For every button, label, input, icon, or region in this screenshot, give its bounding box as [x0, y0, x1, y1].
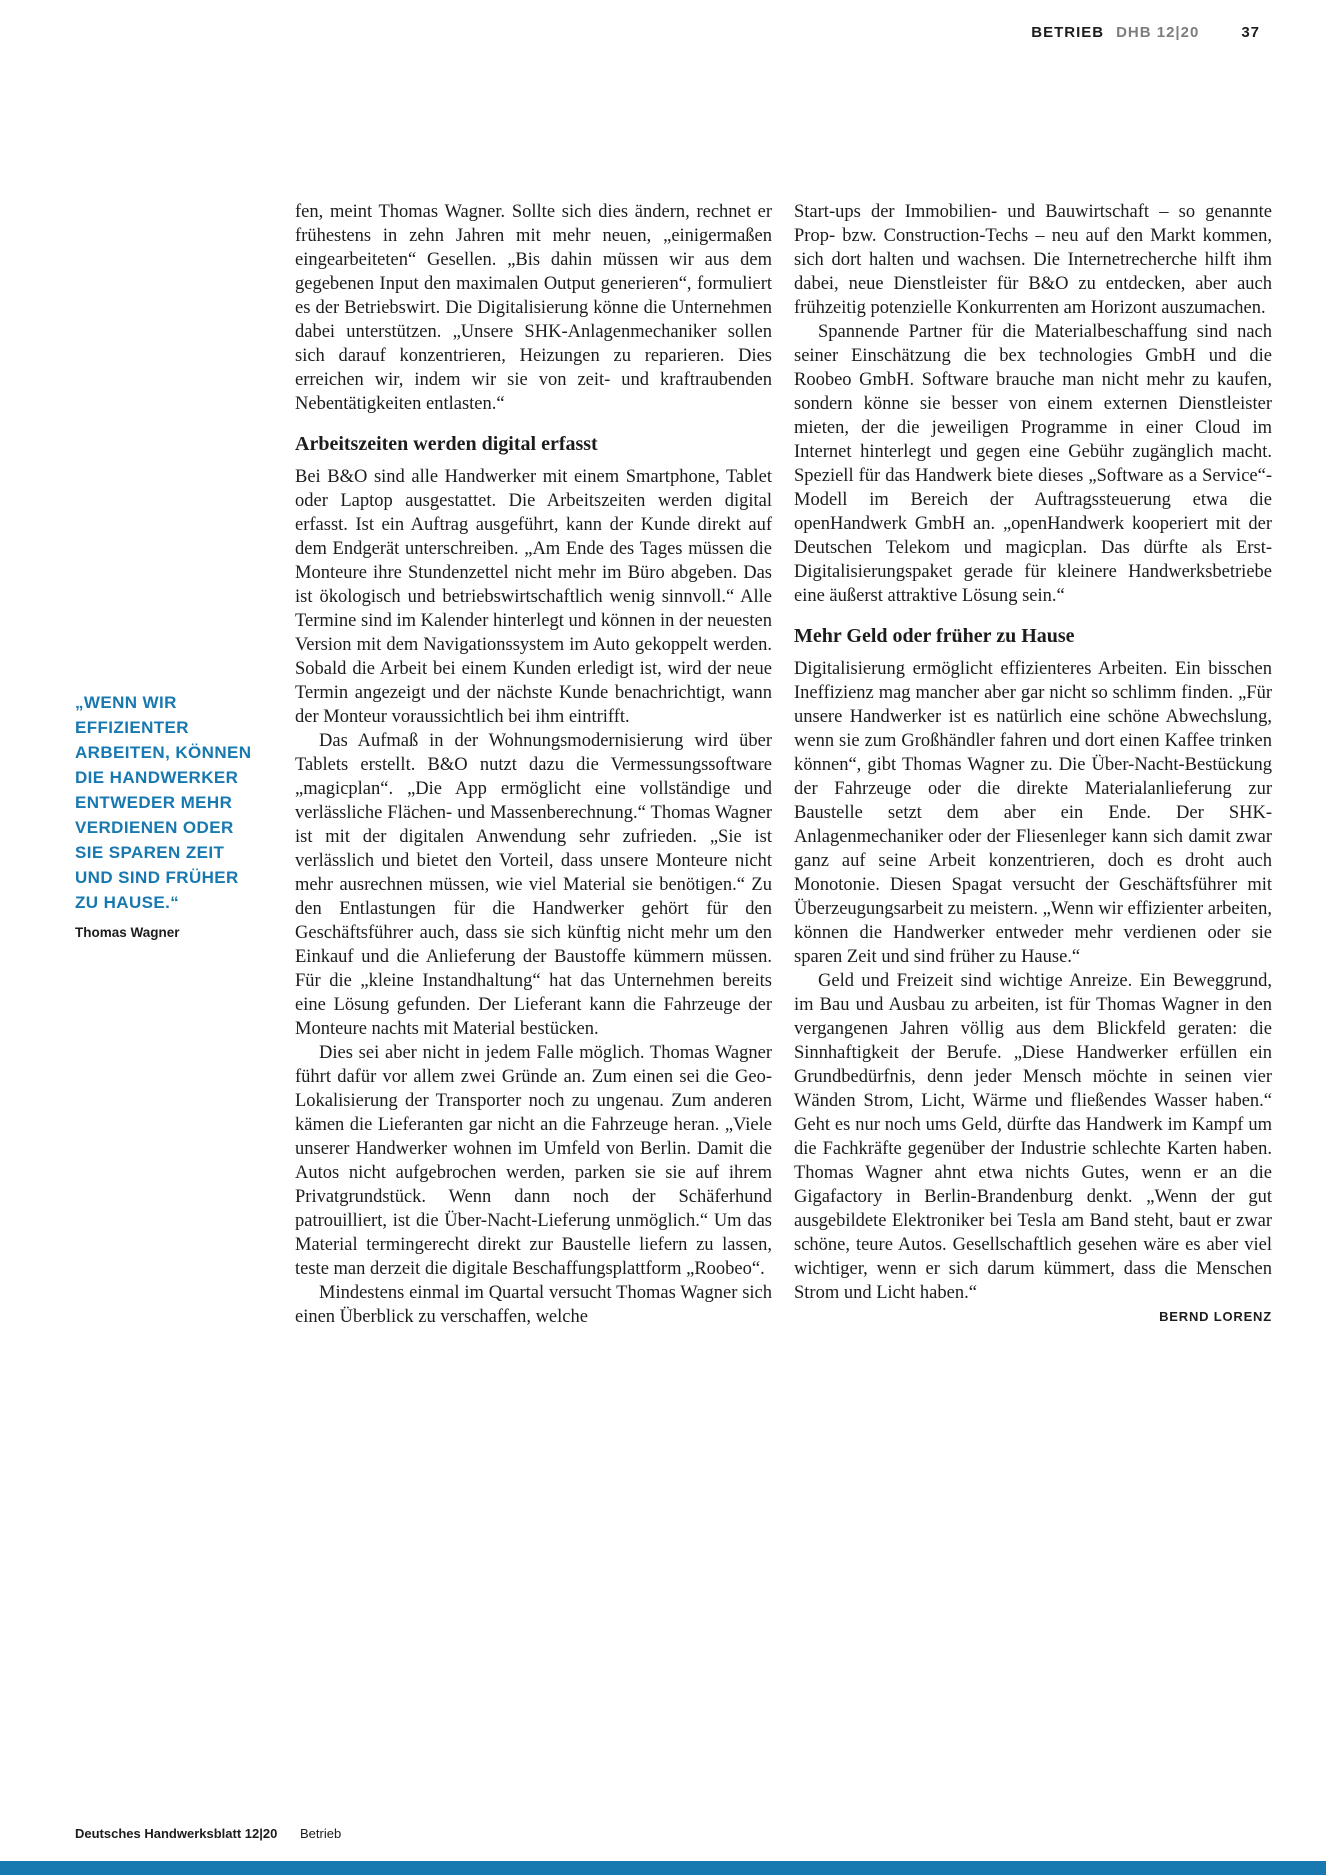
header-page-number: 37: [1241, 24, 1260, 41]
paragraph-lead: fen, meint Thomas Wagner. Sollte sich dies ändern, rechnet er frühestens in zehn Jahren mit mehr neuen, „einigermaßen eingearbeiteten“ Gesellen. „Bis dahin müssen wir aus dem gegebenen Input den maximalen Output generieren“, formuliert es der Betriebswirt. Die Digitalisierung könne die Unternehmen dabei unterstützen. „Unsere SHK-Anlagenmechaniker sollen sich darauf konzentrieren, Heizungen zu reparieren. Dies erreichen wir, indem wir sie von zeit- und kraftraubenden Nebentätigkeiten entlasten.“: [295, 202, 772, 414]
footer-accent-bar: [0, 1861, 1326, 1875]
footer-section-label: Betrieb: [300, 1826, 342, 1841]
paragraph: Start-ups der Immobilien- und Bauwirtschaft – so genannte Prop- bzw. Construction-Techs – neu auf den Markt kommen, sich dort halten und wachsen. Die Internetrecherche hilft ihm dabei, neue Dienstleister für B&O zu entdecken, aber auch frühzeitig potenzielle Konkurrenten am Horizont auszumachen.: [794, 202, 1272, 318]
paragraph: Mindestens einmal im Quartal versucht Thomas Wagner sich einen Überblick zu verschaffen, welche: [295, 1283, 772, 1327]
paragraph: Dies sei aber nicht in jedem Falle möglich. Thomas Wagner führt dafür vor allem zwei Gründe an. Zum einen sei die Geo-Lokalisierung der Transporter noch zu ungenau. Zum anderen kämen die Lieferanten gar nicht an die Fahrzeuge heran. „Viele unserer Handwerker wohnen im Umfeld von Berlin. Damit die Autos nicht aufgebrochen werden, parken sie sie auf ihrem Privatgrundstück. Wenn dann noch der Schäferhund patrouilliert, ist die Über-Nacht-Lieferung unmöglich.“ Um das Material termingerecht direkt zur Baustelle liefern zu lassen, teste man derzeit die digitale Beschaffungsplattform „Roobeo“.: [295, 1043, 772, 1279]
page-footer: [75, 1826, 675, 1846]
article-column-left: [295, 200, 772, 1329]
pull-quote-text: „WENN WIR EFFIZIENTER ARBEITEN, KÖNNEN DIE HANDWERKER ENTWEDER MEHR VERDIENEN ODER SIE SPAREN ZEIT UND SIND FRÜHER ZU HAUSE.“: [75, 693, 252, 912]
author-byline: BERND LORENZ: [1159, 1309, 1272, 1324]
paragraph: Geld und Freizeit sind wichtige Anreize. Ein Beweggrund, im Bau und Ausbau zu arbeiten, ist für Thomas Wagner in den vergangenen Jahren völlig aus dem Blickfeld geraten: die Sinnhaftigkeit der Berufe. „Diese Handwerker erfüllen ein Grundbedürfnis, denn jeder Mensch möchte in seinen vier Wänden Strom, Licht, Wärme und fließendes Wasser haben.“ Geht es nur noch ums Geld, dürfte das Handwerk im Kampf um die Fachkräfte gegenüber der Industrie schlechte Karten haben. Thomas Wagner ahnt etwa nichts Gutes, wenn er an die Gigafactory in Berlin-Brandenburg denkt. „Wenn der gut ausgebildete Elektroniker bei Tesla am Band steht, baut er zwar schöne, teure Autos. Gesellschaftlich gesehen wäre es aber viel wichtiger, wenn er sich darum kümmert, dass die Menschen Strom und Licht haben.“: [794, 971, 1272, 1303]
paragraph: Bei B&O sind alle Handwerker mit einem Smartphone, Tablet oder Laptop ausgestattet. Die Arbeitszeiten werden digital erfasst. Ist ein Auftrag ausgeführt, kann der Kunde direkt auf dem Endgerät unterschreiben. „Am Ende des Tages müssen die Monteure ihre Stundenzettel nicht mehr im Büro abgeben. Das ist ökologisch und betriebswirtschaftlich wenig sinnvoll.“ Alle Termine sind im Kalender hinterlegt und können in der neuesten Version mit dem Navigationssystem im Auto gekoppelt werden. Sobald die Arbeit bei einem Kunden erledigt ist, wird der neue Termin angezeigt und der nächste Kunde benachrichtigt, wann der Monteur voraussichtlich bei ihm eintrifft.: [295, 467, 772, 727]
section-heading-arbeitszeiten: Arbeitszeiten werden digital erfasst: [295, 433, 598, 455]
header-issue-label: DHB 12|20: [1116, 24, 1200, 41]
paragraph: Das Aufmaß in der Wohnungsmodernisierung wird über Tablets erstellt. B&O nutzt dazu die Vermessungssoftware „magicplan“. „Die App ermöglicht eine vollständige und verlässliche Flächen- und Massenberechnung.“ Thomas Wagner ist mit der digitalen Anwendung sehr zufrieden. „Sie ist verlässlich und bietet den Vorteil, dass unsere Monteure nicht mehr ausrechnen müssen, wie viel Material sie benötigen.“ Zu den Entlastungen für die Handwerker gehört für den Geschäftsführer auch, dass sie sich künftig nicht mehr um den Einkauf und die Anlieferung der Baustoffe kümmern müssen. Für die „kleine Instandhaltung“ hat das Unternehmen bereits eine Lösung gefunden. Der Lieferant kann die Fahrzeuge der Monteure nachts mit Material bestücken.: [295, 731, 772, 1039]
pull-quote-attribution: Thomas Wagner: [75, 925, 180, 940]
section-heading-mehr-geld: Mehr Geld oder früher zu Hause: [794, 625, 1075, 647]
footer-magazine-title: Deutsches Handwerksblatt 12|20: [75, 1826, 278, 1841]
article-column-right: [794, 200, 1272, 1324]
paragraph: Spannende Partner für die Materialbeschaffung sind nach seiner Einschätzung die bex technologies GmbH und die Roobeo GmbH. Software brauche man nicht mehr zu kaufen, sondern könne sie besser von einem externen Dienstleister mieten, der die jeweiligen Programme in einer Cloud im Internet hinterlegt und gegen eine Gebühr zugänglich macht. Speziell für das Handwerk biete dieses „Software as a Service“-Modell im Bereich der Auftragssteuerung etwa die openHandwerk GmbH an. „openHandwerk kooperiert mit der Deutschen Telekom und magicplan. Das dürfte als Erst-Digitalisierungspaket gerade für kleinere Handwerksbetriebe eine äußerst attraktive Lösung sein.“: [794, 322, 1272, 606]
header-section-label: BETRIEB: [1031, 24, 1105, 41]
page-header: [1031, 24, 1260, 41]
pull-quote: [75, 690, 265, 940]
paragraph: Digitalisierung ermöglicht effizienteres Arbeiten. Ein bisschen Ineffizienz mag mancher aber gar nicht so schlimm finden. „Für unsere Handwerker ist es natürlich eine schöne Abwechslung, wenn sie zum Großhändler fahren und dort einen Kaffee trinken können“, gibt Thomas Wagner zu. Die Über-Nacht-Bestückung der Fahrzeuge oder die direkte Materialanlieferung zur Baustelle setzt dem aber ein Ende. Der SHK-Anlagenmechaniker oder der Fliesenleger kann sich damit zwar ganz auf seine Arbeit konzentrieren, doch es droht auch Monotonie. Diesen Spagat versucht der Geschäftsführer mit Überzeugungsarbeit zu meistern. „Wenn wir effizienter arbeiten, können die Handwerker entweder mehr verdienen oder sie sparen Zeit und sind früher zu Hause.“: [794, 659, 1272, 967]
